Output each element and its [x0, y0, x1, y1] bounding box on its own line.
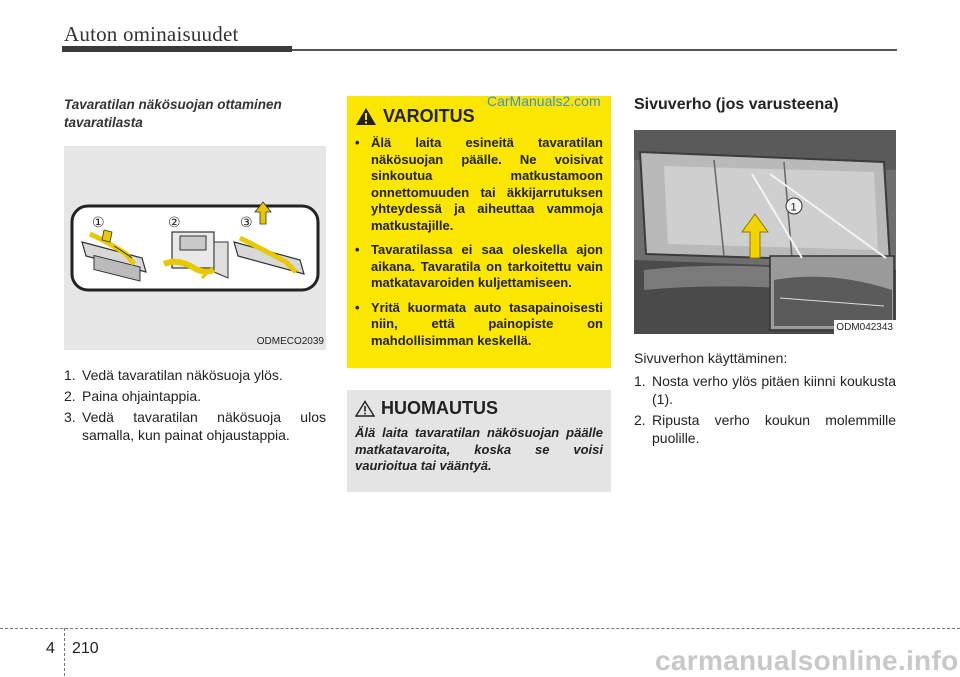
list-item: 3. Vedä tavaratilan näkösuoja ulos samalla, kun painat ohjaustappia.	[64, 409, 326, 443]
warning-item: • Yritä kuormata auto tasapainoisesti niin, että painopiste on mahdollisimman keskellä.	[355, 299, 603, 348]
warning-item: • Älä laita esineitä tavaratilan näkösuojan päälle. Ne voisivat sinkoutua matkustamoon onnettomuuden tai äkkijarrutuksen yhteydessä ja aiheuttaa vammoja matkustajille.	[355, 135, 603, 233]
right-intro-text: Sivuverhon käyttäminen:	[634, 350, 788, 366]
list-item: 2. Ripusta verho koukun molemmille puolille.	[634, 412, 896, 446]
cargo-cover-illustration	[64, 146, 326, 350]
figure-caption-right: ODM042343	[836, 322, 893, 333]
watermark-link[interactable]: CarManuals2.com	[487, 93, 601, 109]
svg-text:③: ③	[240, 215, 253, 231]
left-section-title: Tavaratilan näkösuojan ottaminen tavaratilasta	[64, 97, 282, 130]
notice-text: Älä laita tavaratilan näkösuojan päälle matkatavaroita, koska se voisi vaurioitua tai vääntyä.	[355, 425, 603, 473]
warning-item: • Tavaratilassa ei saa oleskella ajon aikana. Tavaratila on tarkoitettu vain matkatavaroiden kuljettamiseen.	[355, 242, 603, 290]
cargo-cover-figure	[64, 146, 326, 350]
side-curtain-figure	[634, 130, 896, 334]
list-item: 1. Vedä tavaratilan näkösuoja ylös.	[64, 367, 283, 383]
list-item: 1. Nosta verho ylös pitäen kiinni koukusta (1).	[634, 373, 896, 407]
page-number: 210	[72, 640, 99, 657]
notice-heading: HUOMAUTUS	[355, 398, 603, 419]
svg-text:②: ②	[168, 215, 181, 231]
callout-1	[92, 215, 105, 231]
list-item: 2. Paina ohjaintappia.	[64, 388, 202, 404]
callout-2	[168, 215, 181, 231]
callout-3	[240, 215, 253, 231]
side-curtain-illustration	[634, 130, 896, 334]
warning-triangle-icon	[355, 107, 377, 126]
page-header-title: Auton ominaisuudet	[64, 22, 239, 46]
chapter-number: 4	[46, 640, 55, 657]
footer-rule	[0, 628, 960, 629]
footer-divider	[64, 628, 65, 676]
header-rule-thin	[292, 49, 897, 51]
callout-1-right: 1	[790, 201, 797, 214]
header-rule-thick	[62, 46, 292, 52]
right-section-title: Sivuverho (jos varusteena)	[634, 96, 839, 113]
right-steps-list	[634, 372, 896, 450]
notice-box	[347, 390, 611, 492]
warning-box	[347, 96, 611, 368]
left-steps-list	[64, 366, 326, 447]
caution-triangle-icon	[355, 400, 375, 417]
warning-heading: VAROITUS	[355, 106, 603, 127]
svg-text:①: ①	[92, 215, 105, 231]
site-watermark[interactable]: carmanualsonline.info	[655, 645, 959, 676]
figure-caption-left: ODMECO2039	[256, 336, 324, 347]
